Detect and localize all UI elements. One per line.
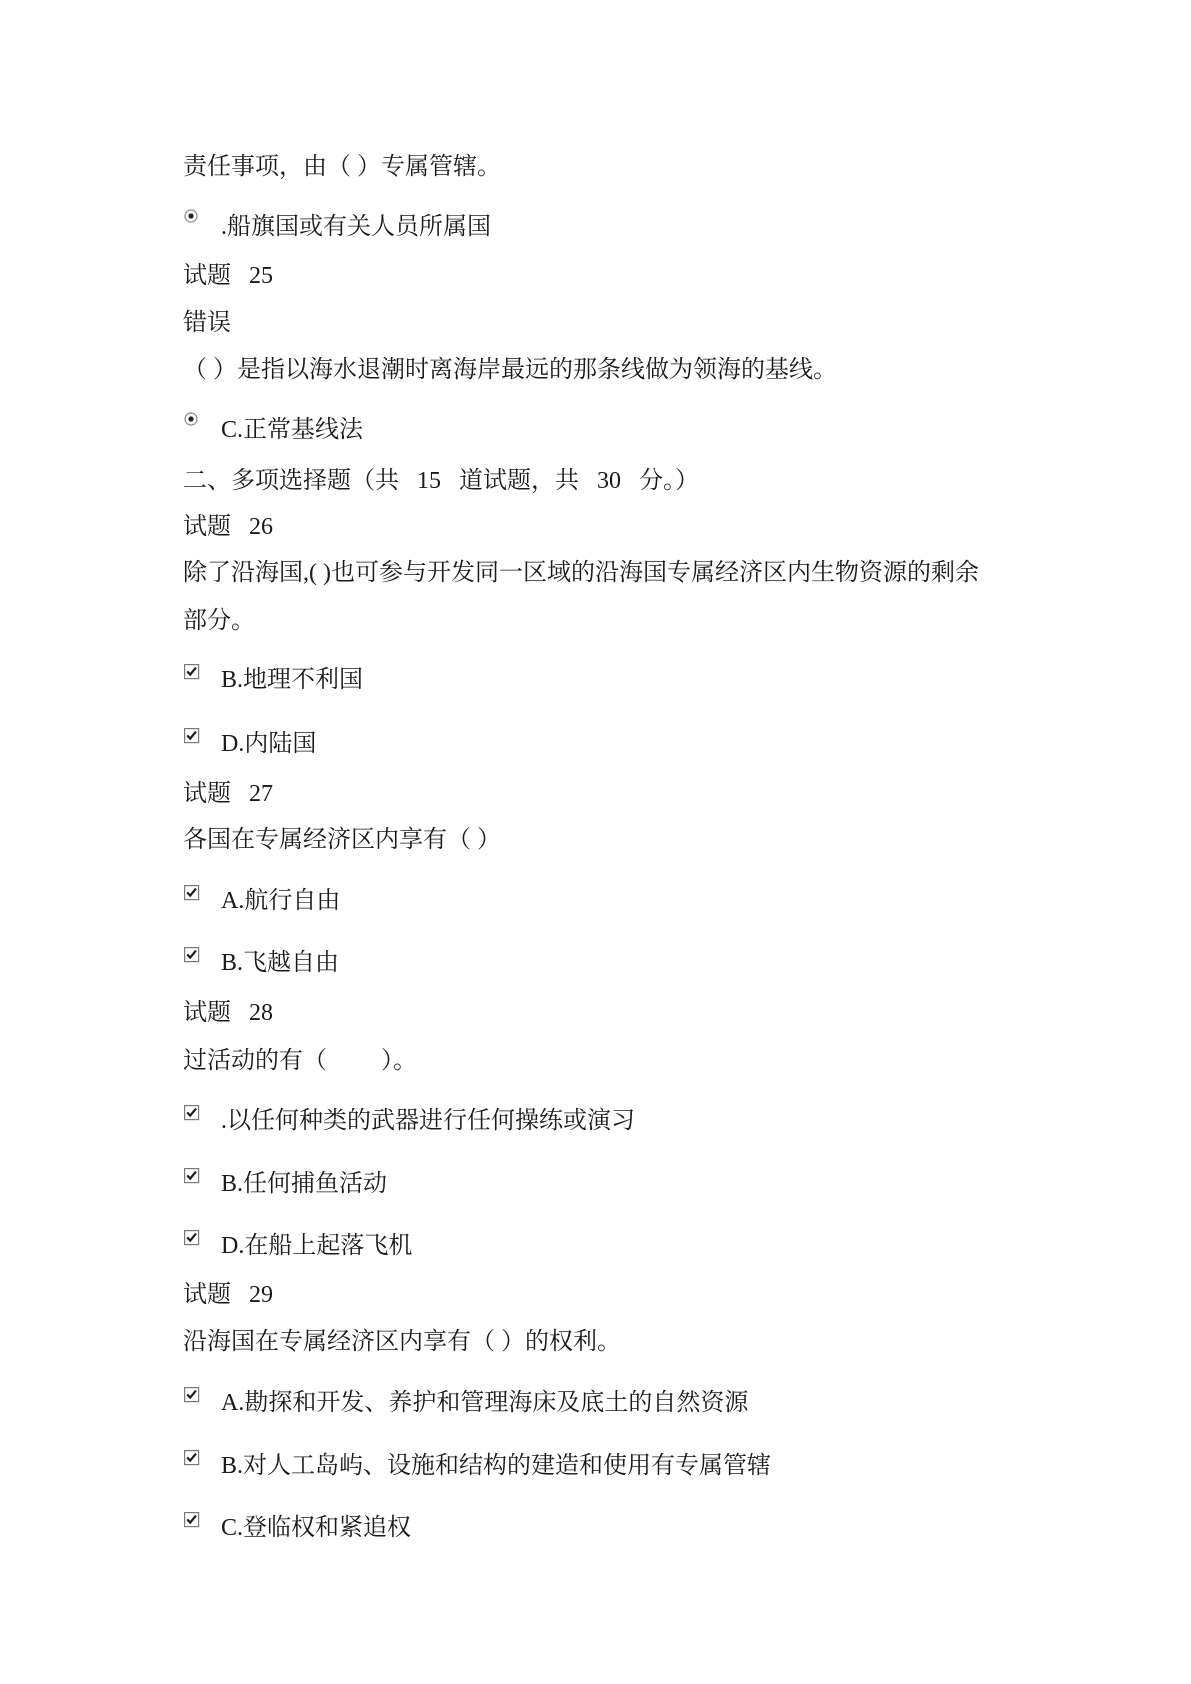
option-label: D.内陆国: [221, 731, 317, 757]
question-stem: 各国在专属经济区内享有（ ）: [183, 827, 501, 853]
question-stem: 过活动的有（ ）。: [183, 1048, 417, 1074]
option-label: C.登临权和紧追权: [221, 1515, 412, 1541]
checkbox-checked-icon[interactable]: [184, 728, 200, 744]
question-stem: 部分。: [183, 608, 255, 634]
radio-selected-icon[interactable]: [184, 209, 200, 225]
option-label: A.勘探和开发、养护和管理海床及底土的自然资源: [221, 1390, 749, 1416]
question-stem: 除了沿海国,( )也可参与开发同一区域的沿海国专属经济区内生物资源的剩余: [183, 560, 979, 586]
question-title: 试题 28: [183, 1000, 273, 1026]
checkbox-checked-icon[interactable]: [184, 1168, 200, 1184]
checkbox-checked-icon[interactable]: [184, 1105, 200, 1121]
radio-selected-icon[interactable]: [184, 412, 200, 428]
option-label: A.航行自由: [221, 888, 341, 914]
option-label: B.飞越自由: [221, 950, 340, 976]
question-title: 试题 29: [183, 1282, 273, 1308]
option-label: .船旗国或有关人员所属国: [221, 214, 491, 240]
checkbox-checked-icon[interactable]: [184, 664, 200, 680]
option-label: D.在船上起落飞机: [221, 1233, 413, 1259]
question-title: 试题 27: [183, 781, 273, 807]
checkbox-checked-icon[interactable]: [184, 1230, 200, 1246]
question-title: 试题 25: [183, 263, 273, 289]
section-heading: 二、多项选择题（共 15 道试题，共 30 分。）: [183, 468, 699, 494]
checkbox-checked-icon[interactable]: [184, 1450, 200, 1466]
option-label: .以任何种类的武器进行任何操练或演习: [221, 1108, 635, 1134]
checkbox-checked-icon[interactable]: [184, 1512, 200, 1528]
option-label: B.对人工岛屿、设施和结构的建造和使用有专属管辖: [221, 1453, 772, 1479]
option-label: B.地理不利国: [221, 667, 364, 693]
checkbox-checked-icon[interactable]: [184, 885, 200, 901]
option-label: B.任何捕鱼活动: [221, 1171, 388, 1197]
question-stem: 责任事项，由（ ）专属管辖。: [183, 154, 501, 180]
question-stem: 沿海国在专属经济区内享有（ ）的权利。: [183, 1329, 621, 1355]
checkbox-checked-icon[interactable]: [184, 1387, 200, 1403]
option-label: C.正常基线法: [221, 417, 364, 443]
question-result: 错误: [183, 310, 231, 336]
question-title: 试题 26: [183, 514, 273, 540]
checkbox-checked-icon[interactable]: [184, 947, 200, 963]
question-stem: （ ）是指以海水退潮时离海岸最远的那条线做为领海的基线。: [183, 357, 837, 383]
